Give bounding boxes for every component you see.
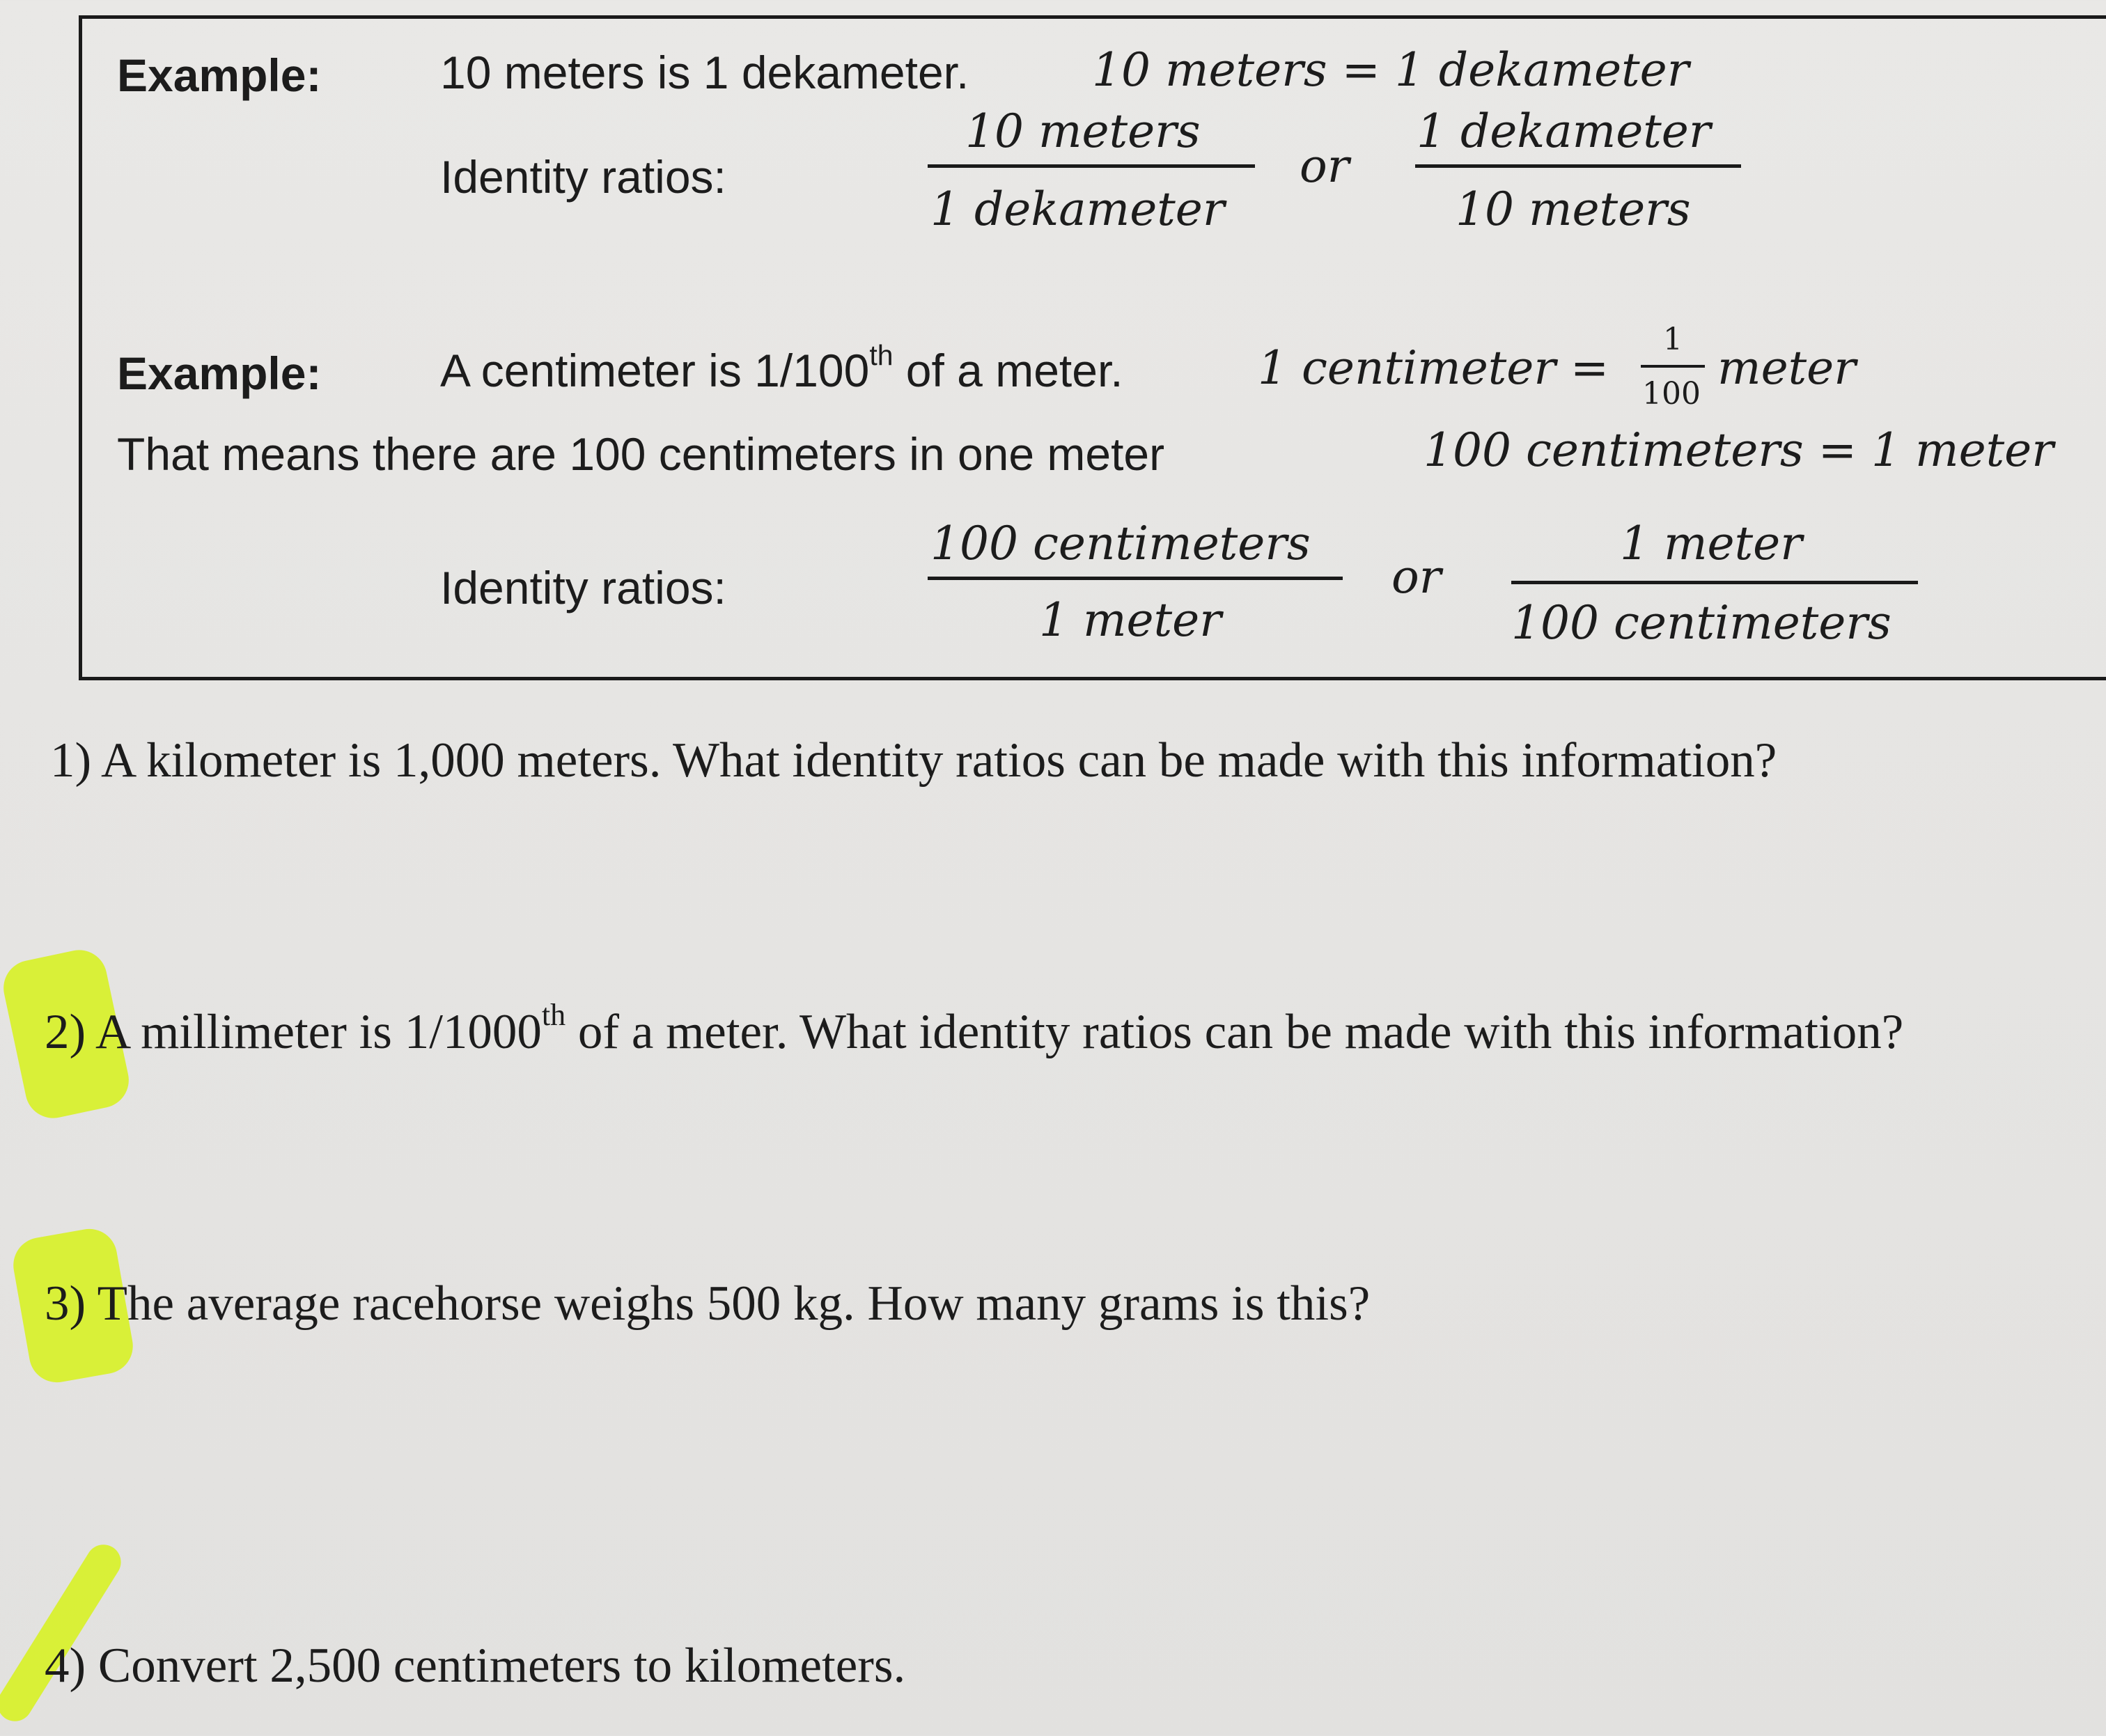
example2-label: Example: <box>117 347 322 399</box>
example2-fraction-denominator: 100 <box>1642 376 1701 412</box>
example1-ratio2-denominator: 10 meters <box>1456 182 1691 236</box>
example2-small-fraction-bar <box>1641 365 1705 368</box>
example2-ratio1-fraction-bar <box>928 577 1343 580</box>
example2-ratio2-fraction-bar <box>1511 581 1918 584</box>
example1-label: Example: <box>117 49 322 101</box>
example2-statement <box>440 339 1123 397</box>
example1-equation: 10 meters = 1 dekameter <box>1092 43 1690 97</box>
example2-ratio2-numerator: 1 meter <box>1620 517 1802 570</box>
question-3: 3) The average racehorse weighs 500 kg. How many grams is this? <box>45 1276 1371 1331</box>
example2-statement-superscript: th <box>869 339 894 372</box>
bleed-through-text <box>961 863 972 912</box>
example2-statement-text-end: of a meter. <box>893 345 1123 396</box>
example1-ratio2-fraction-bar <box>1415 164 1741 168</box>
question-2-superscript: th <box>541 998 566 1032</box>
example1-statement: 10 meters is 1 dekameter. <box>440 47 969 98</box>
question-2 <box>45 998 1904 1061</box>
example1-ratio1-denominator: 1 dekameter <box>930 182 1225 236</box>
example2-equation-right: meter <box>1717 341 1856 395</box>
question-4: 4) Convert 2,500 centimeters to kilometers. <box>45 1639 906 1693</box>
example2-statement-text: A centimeter is 1/100 <box>440 345 870 396</box>
example1-or: or <box>1300 139 1350 193</box>
question-2-text-end: of a meter. What identity ratios can be made with this information? <box>566 1005 1904 1059</box>
example1-ratio2-numerator: 1 dekameter <box>1417 104 1711 158</box>
example2-equation2: 100 centimeters = 1 meter <box>1424 423 2054 477</box>
example2-ratio2-denominator: 100 centimeters <box>1511 596 1892 650</box>
highlighter-mark-q4 <box>0 1538 127 1728</box>
example1-identity-label: Identity ratios: <box>440 151 726 203</box>
example2-or: or <box>1391 550 1442 604</box>
example2-fraction-numerator: 1 <box>1663 322 1683 357</box>
example1-ratio1-numerator: 10 meters <box>965 104 1201 158</box>
example2-equation-left: 1 centimeter = <box>1258 341 1609 395</box>
example2-ratio1-denominator: 1 meter <box>1039 593 1222 647</box>
example2-ratio1-numerator: 100 centimeters <box>930 517 1311 570</box>
example2-explanation: That means there are 100 centimeters in one meter <box>117 428 1165 480</box>
example2-identity-label: Identity ratios: <box>440 562 726 613</box>
example1-ratio1-fraction-bar <box>928 164 1255 168</box>
question-2-text: 2) A millimeter is 1/1000 <box>45 1005 542 1059</box>
question-1: 1) A kilometer is 1,000 meters. What identity ratios can be made with this information? <box>50 733 1777 788</box>
